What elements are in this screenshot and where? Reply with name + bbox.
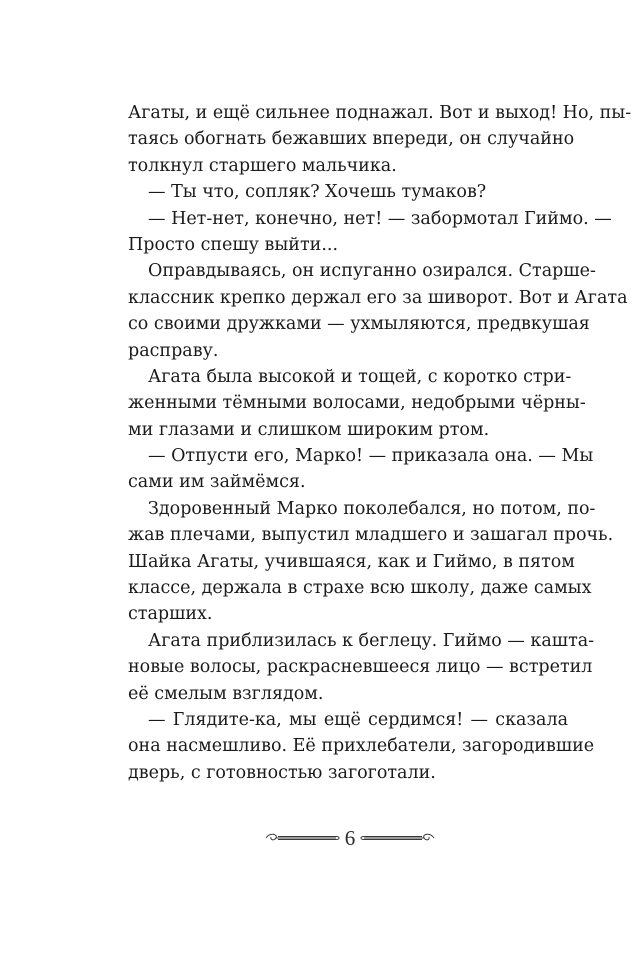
- text-line: классник крепко держал его за шиворот. Вот и Агата: [128, 287, 628, 308]
- text-line: толкнул старшего мальчика.: [128, 155, 397, 176]
- text-line: Оправдываясь, он испуганно озирался. Старше-: [148, 261, 596, 282]
- text-line: Агата была высокой и тощей, с коротко стри-: [148, 366, 572, 387]
- text-line: классе, держала в страхе всю школу, даже самых: [128, 578, 592, 599]
- body-text: [128, 100, 632, 786]
- text-line: старших.: [128, 604, 213, 625]
- text-line: таясь обогнать бежавших впереди, он случайно: [128, 129, 575, 150]
- text-line: Здоровенный Марко поколебался, но потом, по-: [148, 498, 596, 519]
- text-line: — Нет-нет, конечно, нет! — забормотал Гиймо. —: [148, 208, 612, 229]
- page-number: 6: [344, 826, 356, 850]
- text-line: Агата приблизилась к беглецу. Гиймо — кашта-: [148, 630, 595, 651]
- text-line: — Ты что, сопляк? Хочешь тумаков?: [148, 182, 487, 203]
- text-line: она насмешливо. Её прихлебатели, загородившие: [128, 736, 595, 757]
- text-line: — Глядите-ка, мы ещё сердимся! — сказала: [148, 709, 568, 730]
- text-line: жав плечами, выпустил младшего и зашагал прочь.: [128, 525, 614, 546]
- text-line: ми глазами и слишком широким ртом.: [128, 419, 490, 440]
- text-line: со своими дружками — ухмыляются, предвкушая: [128, 314, 590, 335]
- text-line: женными тёмными волосами, недобрыми чёрны-: [128, 393, 586, 414]
- page-folio: [264, 826, 436, 850]
- text-line: Шайка Агаты, учившаяся, как и Гиймо, в пятом: [128, 551, 575, 572]
- text-line: дверь, с готовностью загоготали.: [128, 762, 436, 783]
- text-line: Агаты, и ещё сильнее поднажал. Вот и выход! Но, пы-: [128, 103, 632, 123]
- text-line: новые волосы, раскрасневшееся лицо — встретил: [128, 657, 593, 678]
- text-line: её смелым взглядом.: [128, 683, 324, 704]
- text-line: расправу.: [128, 340, 219, 361]
- text-line: Просто спешу выйти...: [128, 234, 339, 255]
- text-line: сами им займёмся.: [128, 472, 306, 493]
- text-line: — Отпусти его, Марко! — приказала она. — Мы: [148, 446, 594, 467]
